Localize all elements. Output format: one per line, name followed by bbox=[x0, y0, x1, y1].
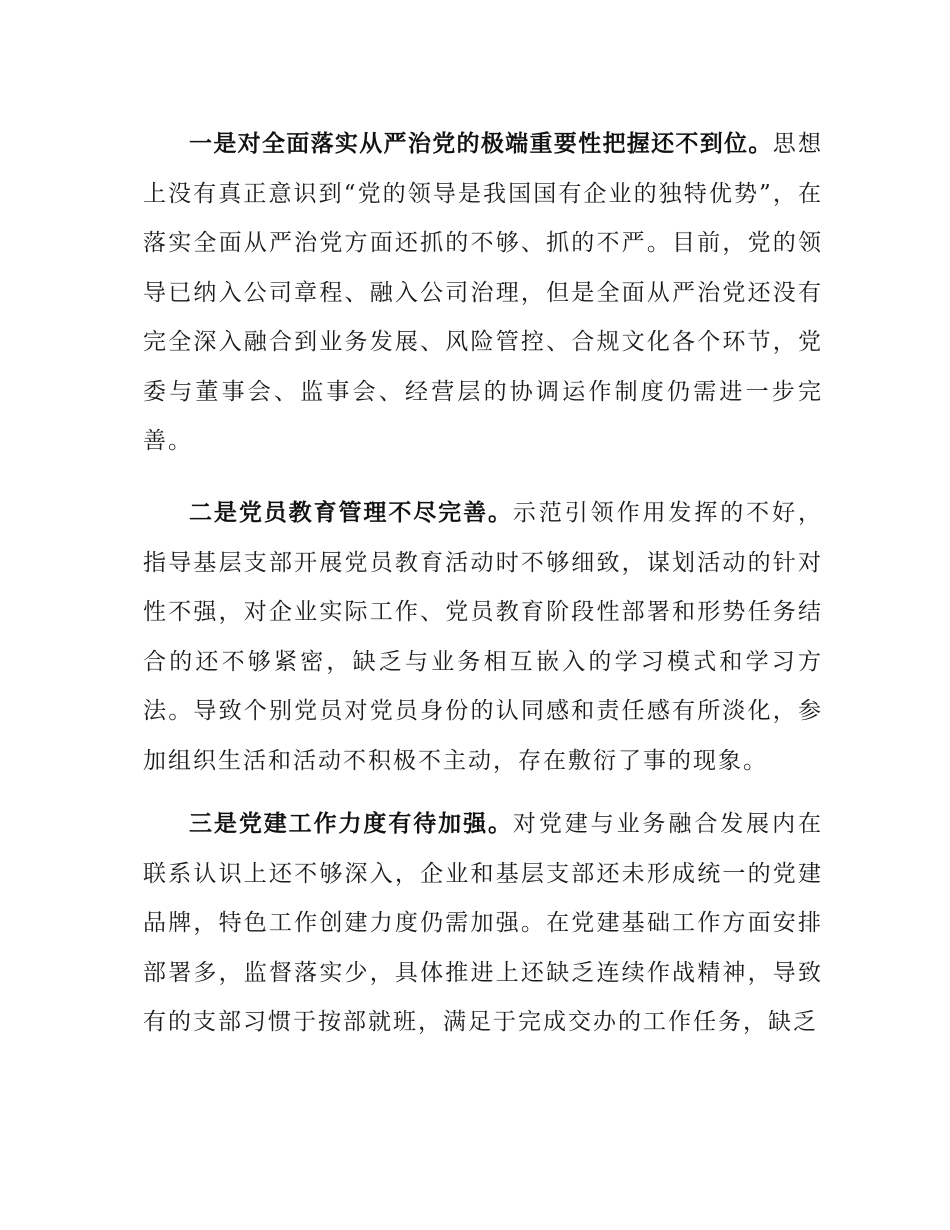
paragraph-1-heading: 一是对全面落实从严治党的极端重要性把握还不到位。 bbox=[189, 131, 773, 157]
paragraph-2 bbox=[143, 489, 823, 786]
paragraph-2-body: 示范引领作用发挥的不好，指导基层支部开展党员教育活动时不够细致，谋划活动的针对性不强，对企业实际工作、党员教育阶段性部署和形势任务结合的还不够紧密，缺乏与业务相互嵌入的学习模式和学习方法。导致个别党员对党员身份的认同感和责任感有所淡化，参加组织生活和活动不积极不主动，存在敷衍了事的现象。 bbox=[143, 500, 824, 774]
paragraph-3-body: 对党建与业务融合发展内在联系认识上还不够深入，企业和基层支部还未形成统一的党建品牌，特色工作创建力度仍需加强。在党建基础工作方面安排部署多，监督落实少，具体推进上还缺乏连续作战精神，导致有的支部习惯于按部就班，满足于完成交办的工作任务，缺乏 bbox=[143, 811, 824, 1035]
paragraph-2-heading: 二是党员教育管理不尽完善。 bbox=[189, 500, 513, 526]
paragraph-3 bbox=[143, 800, 823, 1048]
paragraph-1 bbox=[143, 120, 823, 467]
paragraph-1-body: 思想上没有真正意识到“党的领导是我国国有企业的独特优势”，在落实全面从严治党方面还抓的不够、抓的不严。目前，党的领导已纳入公司章程、融入公司治理，但是全面从严治党还没有完全深入融合到业务发展、风险管控、合规文化各个环节，党委与董事会、监事会、经营层的协调运作制度仍需进一步完善。 bbox=[143, 131, 824, 454]
paragraph-3-heading: 三是党建工作力度有待加强。 bbox=[189, 811, 513, 837]
